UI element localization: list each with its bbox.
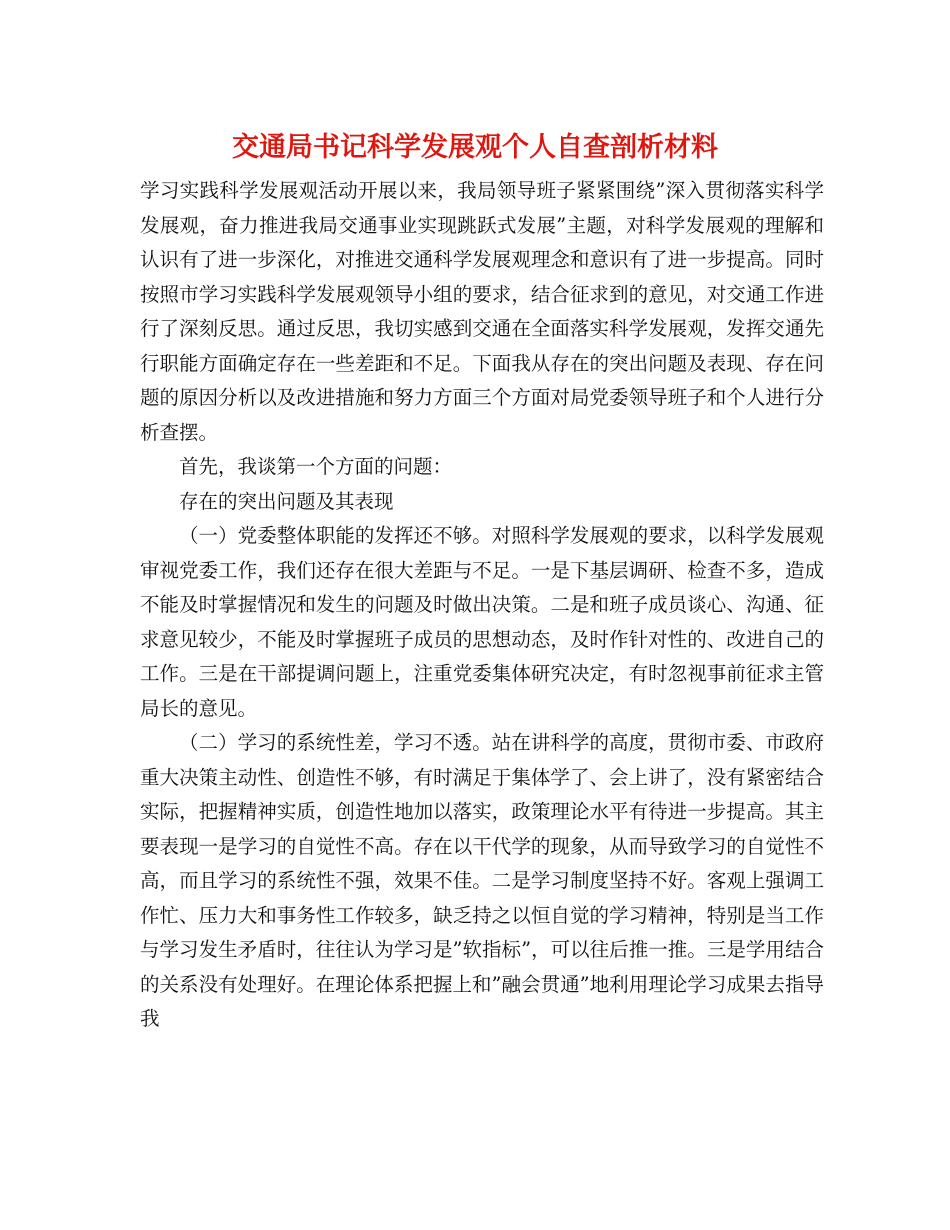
paragraph-first-aspect: 首先，我谈第一个方面的问题： — [179, 455, 453, 478]
paragraph-point-two: （二）学习的系统性差，学习不透。站在讲科学的高度，贯彻市委、市政府重大决策主动性、创造性不够，有时满足于集体学了、会上讲了，没有紧密结合实际，把握精神实质，创造性地加以落实，政策理论水平有待进一步提高。其主要表现一是学习的自觉性不高。存在以干代学的现象，从而导致学习的自觉性不高，而且学习的系统性不强，效果不佳。二是学习制度坚持不好。客观上强调工作忙、压力大和事务性工作较多，缺乏持之以恒自觉的学习精神，特别是当工作与学习发生矛盾时，往往认为学习是”软指标”，可以往后推一推。三是学用结合的关系没有处理好。在理论体系把握上和”融会贯通”地利用理论学习成果去指导我 — [140, 731, 824, 1030]
section-heading-problems: 存在的突出问题及其表现 — [179, 489, 394, 513]
document-body — [140, 174, 824, 1037]
paragraph-intro: 学习实践科学发展观活动开展以来，我局领导班子紧紧围绕”深入贯彻落实科学发展观，奋力推进我局交通事业实现跳跃式发展”主题，对科学发展观的理解和认识有了进一步深化，对推进交通科学发展观理念和意识有了进一步提高。同时按照市学习实践科学发展观领导小组的要求，结合征求到的意见，对交通工作进行了深刻反思。通过反思，我切实感到交通在全面落实科学发展观，发挥交通先行职能方面确定存在一些差距和不足。下面我从存在的突出问题及表现、存在问题的原因分析以及改进措施和努力方面三个方面对局党委领导班子和个人进行分析查摆。 — [140, 179, 824, 444]
document-title: 交通局书记科学发展观个人自查剖析材料 — [232, 132, 718, 163]
paragraph-point-one: （一）党委整体职能的发挥还不够。对照科学发展观的要求，以科学发展观审视党委工作，我们还存在很大差距与不足。一是下基层调研、检查不多，造成不能及时掌握情况和发生的问题及时做出决策。二是和班子成员谈心、沟通、征求意见较少，不能及时掌握班子成员的思想动态，及时作针对性的、改进自己的工作。三是在干部提调问题上，注重党委集体研究决定，有时忽视事前征求主管局长的意见。 — [140, 524, 824, 720]
